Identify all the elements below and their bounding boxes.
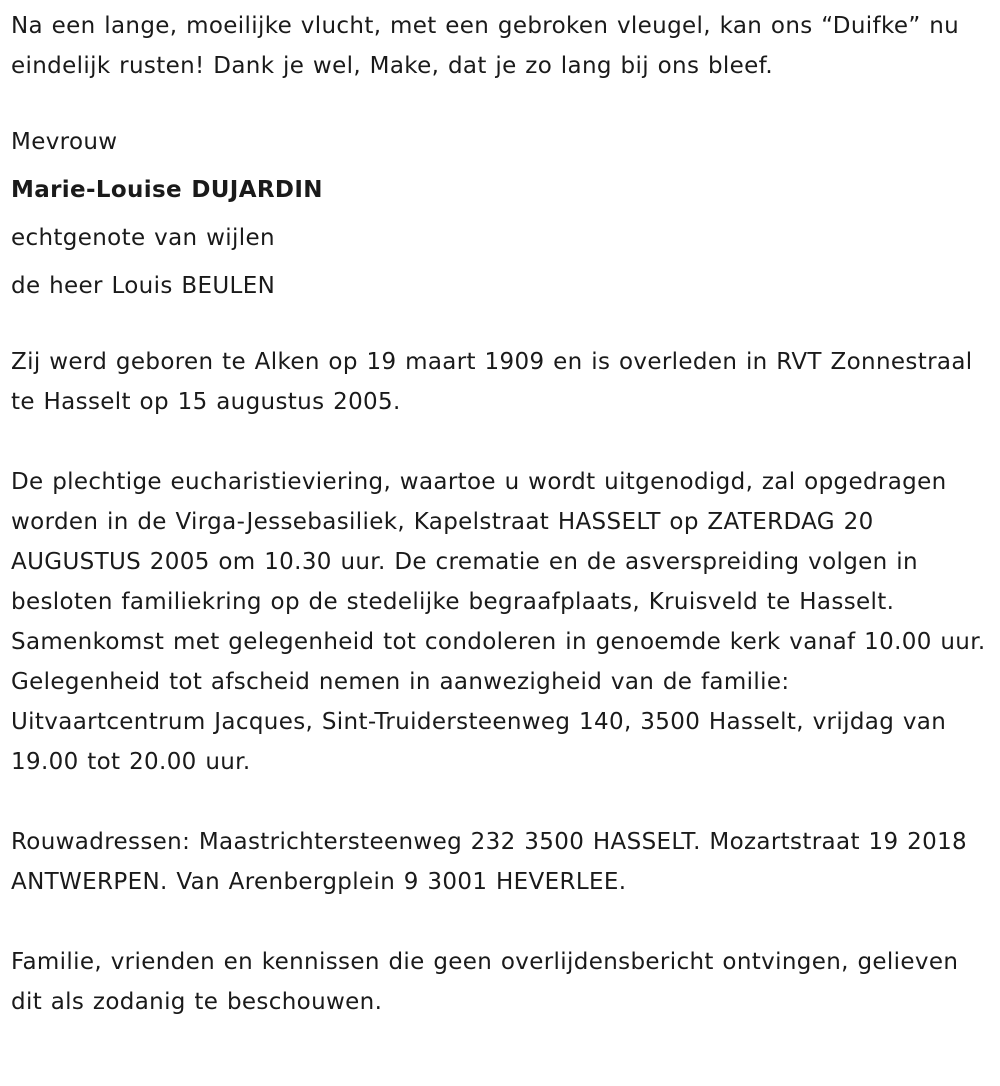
closing-paragraph: Familie, vrienden en kennissen die geen overlijdensbericht ontvingen, gelieven dit als zodanig te beschouwen. [11,949,959,1015]
title-prefix: Mevrouw [11,129,118,155]
spacer [11,902,988,942]
intro-paragraph: Na een lange, moeilijke vlucht, met een gebroken vleugel, kan ons “Duifke” nu eindelijk rusten! Dank je wel, Make, dat je zo lang bij ons bleef. [11,13,960,79]
spacer [11,422,988,462]
relation-line-2: de heer Louis BEULEN [11,273,276,299]
addresses-paragraph: Rouwadressen: Maastrichtersteenweg 232 3500 HASSELT. Mozartstraat 19 2018 ANTWERPEN. Van Arenbergplein 9 3001 HEVERLEE. [11,829,968,895]
spacer [11,310,988,342]
spacer [11,782,988,822]
deceased-name: Marie-Louise DUJARDIN [11,177,323,203]
name-block [11,118,988,310]
spacer [11,86,988,118]
relation-line-1: echtgenote van wijlen [11,225,275,251]
birth-death-paragraph: Zij werd geboren te Alken op 19 maart 1909 en is overleden in RVT Zonnestraal te Hasselt op 15 augustus 2005. [11,349,973,415]
ceremony-paragraph: De plechtige eucharistieviering, waartoe u wordt uitgenodigd, zal opgedragen worden in de Virga-Jessebasiliek, Kapelstraat HASSELT op ZATERDAG 20 AUGUSTUS 2005 om 10.30 uur. De crematie en de asverspreiding volgen in besloten familiekring op de stedelijke begraafplaats, Kruisveld te Hasselt. Samenkomst met gelegenheid tot condoleren in genoemde kerk vanaf 10.00 uur. Gelegenheid tot afscheid nemen in aanwezigheid van de familie: Uitvaartcentrum Jacques, Sint-Truidersteenweg 140, 3500 Hasselt, vrijdag van 19.00 tot 20.00 uur. [11,469,986,775]
